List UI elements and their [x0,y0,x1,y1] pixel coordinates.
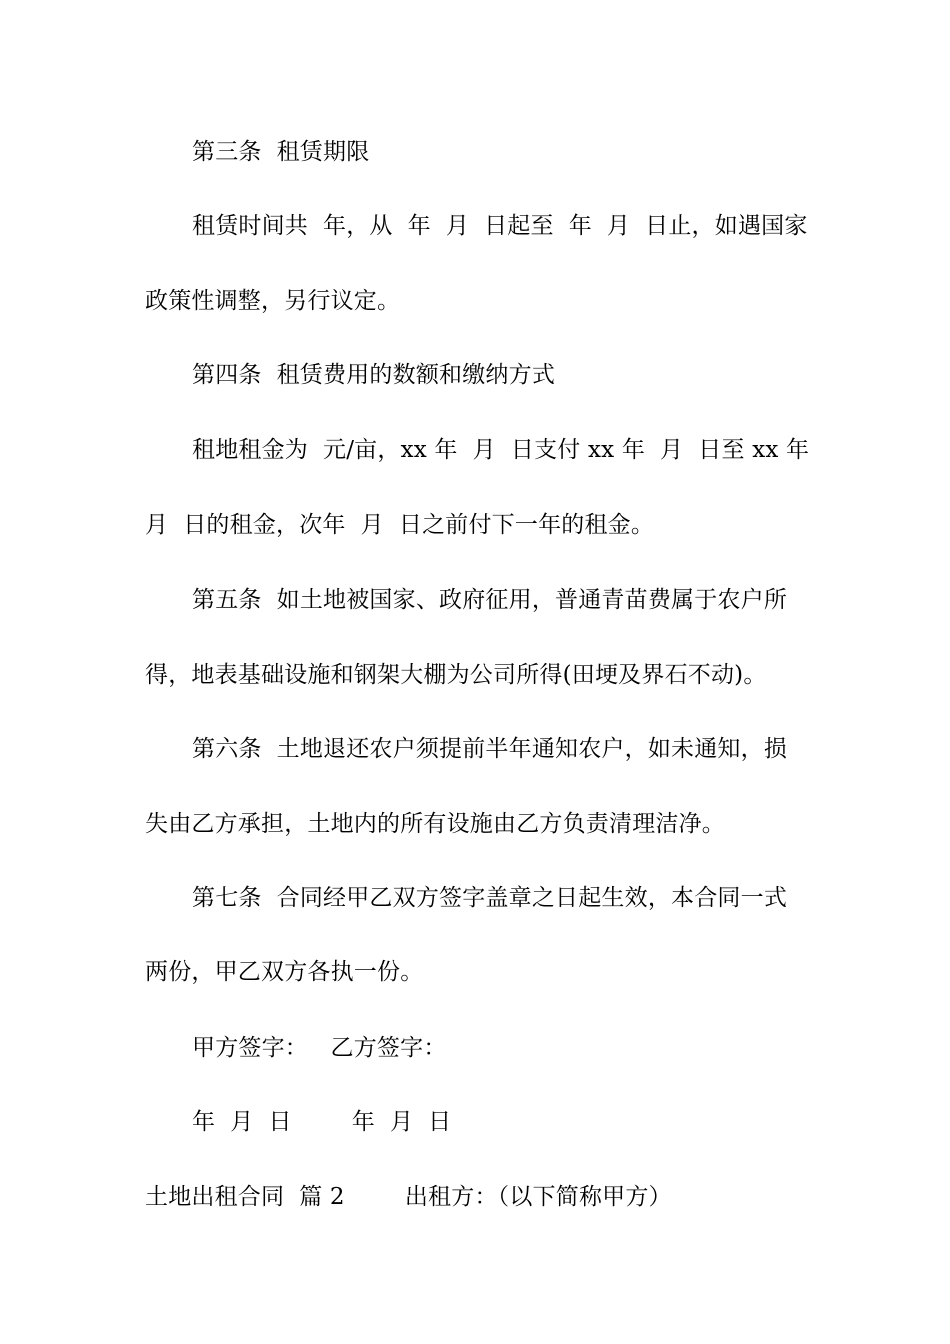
article-4-heading: 第四条 租赁费用的数额和缴纳方式 [192,362,556,388]
article-7-line-1: 第七条 合同经甲乙双方签字盖章之日起生效，本合同一式 [192,885,788,911]
article-6-line-1: 第六条 土地退还农户须提前半年通知农户，如未通知，损 [192,736,788,762]
article-5-line-1: 第五条 如土地被国家、政府征用，普通青苗费属于农户所 [192,587,788,613]
contract-2-title-line: 土地出租合同 篇 2 出租方：（以下简称甲方） [145,1184,672,1210]
article-6-line-2: 失由乙方承担，土地内的所有设施由乙方负责清理洁净。 [145,811,725,837]
article-3-heading: 第三条 租赁期限 [192,139,370,165]
signature-line: 甲方签字： 乙方签字： [192,1035,447,1061]
article-3-body-line-1: 租赁时间共 年，从 年 月 日起至 年 月 日止，如遇国家 [192,213,808,239]
article-3-body-line-2: 政策性调整，另行议定。 [145,288,401,314]
article-4-body-line-2: 月 日的租金，次年 月 日之前付下一年的租金。 [145,512,655,538]
article-5-line-2: 得，地表基础设施和钢架大棚为公司所得(田埂及界石不动)。 [145,662,767,688]
date-line: 年 月 日 年 月 日 [192,1109,452,1135]
article-7-line-2: 两份，甲乙双方各执一份。 [145,959,424,985]
article-4-body-line-1: 租地租金为 元/亩，xx 年 月 日支付 xx 年 月 日至 xx 年 [192,437,810,463]
